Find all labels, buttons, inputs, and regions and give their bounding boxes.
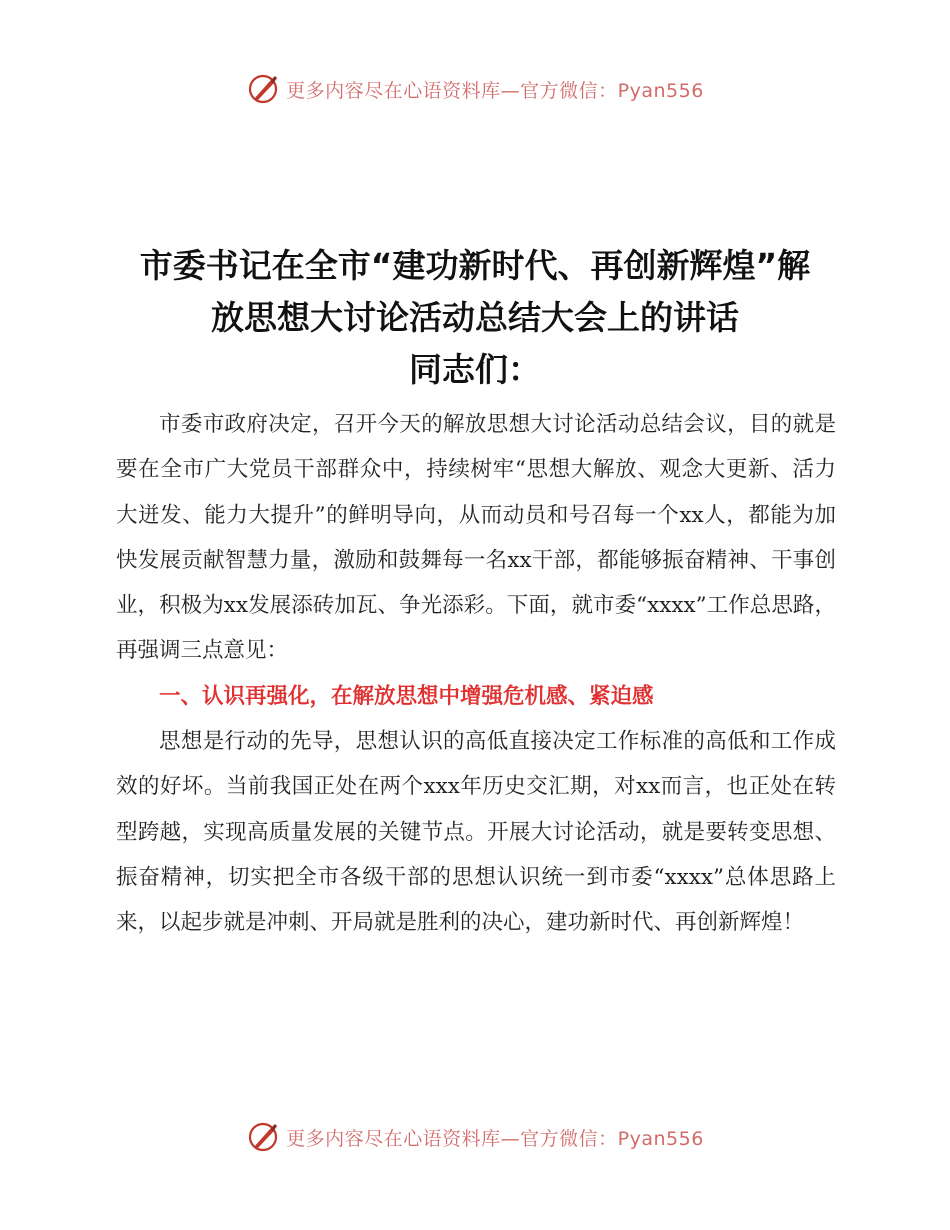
title-line-2: 放思想大讨论活动总结大会上的讲话 [211, 298, 739, 337]
watermark-text: 更多内容尽在心语资料库—官方微信：Pyan556 [286, 79, 704, 102]
header-watermark [0, 72, 950, 106]
paragraph-intro: 市委市政府决定，召开今天的解放思想大讨论活动总结会议，目的就是要在全市广大党员干部群众中，持续树牢“思想大解放、观念大更新、活力大迸发、能力大提升”的鲜明导向，从而动员和号召每一个xx人，都能为加快发展贡献智慧力量，激励和鼓舞每一名xx干部，都能够振奋精神、干事创业，积极为xx发展添砖加瓦、争光添彩。下面，就市委“xxxx”工作总思路，再强调三点意见： [116, 412, 836, 664]
watermark-text: 更多内容尽在心语资料库—官方微信：Pyan556 [286, 1127, 704, 1150]
title-line-1: 市委书记在全市“建功新时代、再创新辉煌”解 [139, 246, 811, 285]
pen-logo-icon [246, 1120, 280, 1154]
document-title [100, 240, 850, 396]
footer-watermark [0, 1120, 950, 1154]
section-heading-1: 一、认识再强化，在解放思想中增强危机感、紧迫感 [159, 683, 654, 709]
salutation: 同志们： [409, 350, 541, 389]
pen-logo-icon [246, 72, 280, 106]
document-body [116, 402, 836, 946]
paragraph-section-1: 思想是行动的先导，思想认识的高低直接决定工作标准的高低和工作成效的好坏。当前我国正处在两个xxx年历史交汇期，对xx而言，也正处在转型跨越，实现高质量发展的关键节点。开展大讨论活动，就是要转变思想、振奋精神，切实把全市各级干部的思想认识统一到市委“xxxx”总体思路上来，以起步就是冲刺、开局就是胜利的决心，建功新时代、再创新辉煌！ [116, 729, 836, 936]
